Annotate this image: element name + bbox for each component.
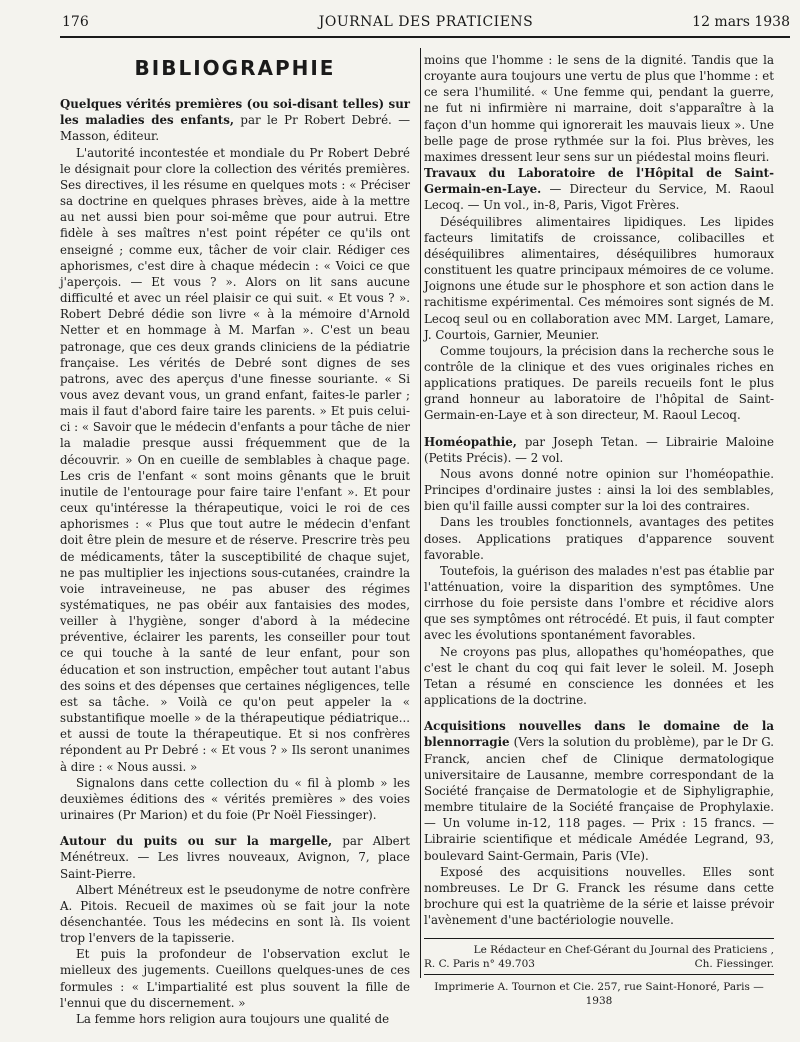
review-paragraph: Et puis la profondeur de l'observation exclut le mielleux des jugements. Cueillons quelques-unes de ces formules : « L'impartialité est plus souvent la fille de l'ennui que du discernement. » — [60, 947, 410, 1010]
review-title: Autour du puits ou sur la margelle, — [60, 834, 333, 849]
review-paragraph: Exposé des acquisitions nouvelles. Elles sont nombreuses. Le Dr G. Franck les résume dans cette brochure qui est la quatrième de la série et laisse prévoir l'avènement d'une bactériologie nouvelle. — [424, 864, 774, 928]
page-number: 176 — [62, 14, 89, 30]
issue-date: 12 mars 1938 — [692, 14, 790, 30]
review-paragraph: Nous avons donné notre opinion sur l'homéopathie. Principes d'ordinaire justes : ainsi la loi des semblables, bien qu'il faille aussi compter sur la loi des contraires. — [424, 466, 774, 514]
review-meta: — Directeur du Service, M. Raoul Lecoq. — Un vol., in-8, Paris, Vigot Frères. — [424, 182, 774, 213]
header-rule — [60, 36, 790, 38]
running-header — [62, 12, 790, 34]
review-title: Travaux du Laboratoire de l'Hôpital de Saint-Germain-en-Laye. — [424, 166, 774, 197]
printer-line: Imprimerie A. Tournon et Cie. 257, rue Saint-Honoré, Paris — 1938 — [434, 981, 764, 1008]
review-meta: par Joseph Tetan. — Librairie Maloine (Petits Précis). — 2 vol. — [424, 434, 774, 465]
review-meta: par le Pr Robert Debré. — Masson, éditeur. — [60, 113, 410, 144]
review-paragraph: Dans les troubles fonctionnels, avantages des petites doses. Applications pratiques d'apparence souvent favorable. — [424, 515, 774, 562]
review-paragraph: La femme hors religion aura toujours une qualité de — [76, 1011, 390, 1026]
review-entry-franck — [424, 718, 774, 928]
review-title: Acquisitions nouvelles dans le domaine de la blennorragie — [424, 719, 774, 750]
review-entry-lecoq — [424, 165, 774, 424]
journal-title: JOURNAL DES PRATICIENS — [318, 14, 534, 30]
review-entry-menetreux — [60, 833, 410, 1027]
column-divider — [420, 48, 421, 978]
right-column — [424, 52, 774, 1008]
review-paragraph: Toutefois, la guérison des malades n'est pas établie par l'atténuation, voire la disparition des symptômes. Une cirrhose du foie persiste dans l'ombre et récidive alors que ses symptômes ont rétrocédé. Et puis, il faut compter avec les évolutions spontanément favorables. — [424, 563, 774, 643]
left-column — [60, 56, 411, 1027]
editor-line: Le Rédacteur en Chef-Gérant du Journal des Praticiens , — [473, 944, 774, 957]
review-meta: (Vers la solution du problème), par le Dr G. Franck, ancien chef de Clinique dermatologique universitaire de Lausanne, membre correspondant de la Société française de Dermatologie et de Siphyligraphie, membre titulaire de la Société française de Prophylaxie. — Un volume in-12, 118 pages. — Prix : 15 francs. — Librairie scientifique et médicale Amédée Legrand, 93, boulevard Saint-Germain, Paris (VIe). — [424, 735, 775, 863]
continued-text: moins que l'homme : le sens de la dignité. Tandis que la croyante aura toujours une vertu de plus que l'homme : et ce sera l'humilité. « Une femme qui, pendant la guerre, ne fut ni infirmière ni marraine, doit s'apparaître à la façon d'un homme qui ignorerait les mauvais lieux ». Une belle page de prose rythmée sur la foi. Plus brèves, les maximes dressent leur sens sur un piédestal moins fleuri. — [424, 53, 774, 164]
review-paragraph: Ne croyons pas plus, allopathes qu'homéopathes, que c'est le chant du coq qui fait lever le soleil. M. Joseph Tetan a résumé en conscience les données et les applications de la doctrine. — [424, 644, 774, 708]
review-paragraph: Signalons dans cette collection du « fil à plomb » les deuxièmes éditions des « vérités premières » des voies urinaires (Pr Marion) et du foie (Pr Noël Fiessinger). — [60, 775, 410, 823]
review-title: Homéopathie, — [424, 434, 517, 449]
review-paragraph: Albert Ménétreux est le pseudonyme de notre confrère A. Pitois. Recueil de maximes où se fait jour la note désenchantée. Tous les médecins en sont là. Ils voient trop l'envers de la tapisserie. — [60, 882, 410, 946]
review-meta: par Albert Ménétreux. — Les livres nouveaux, Avignon, 7, place Saint-Pierre. — [60, 834, 410, 881]
imprint-footer — [424, 938, 774, 1008]
review-entry-debre — [60, 96, 410, 823]
review-title: Quelques vérités premières (ou soi-disant telles) sur les maladies des enfants, — [60, 97, 410, 128]
review-entry-homeopathie — [424, 434, 774, 709]
review-paragraph: Comme toujours, la précision dans la recherche sous le contrôle de la clinique et des vues originales riches en applications pratiques. De pareils recueils font le plus grand honneur au laboratoire de l'hôpital de Saint-Germain-en-Laye et à son directeur, M. Raoul Lecoq. — [424, 343, 774, 423]
review-paragraph: L'autorité incontestée et mondiale du Pr Robert Debré le désignait pour clore la collection des vérités premières. Ses directives, il les résume en quelques mots : « Préciser sa doctrine en quelques phrases brèves, aide à la mettre au net aussi bien pour soi-même que pour autrui. Etre fidèle à ses maîtres n'est point répéter ce qu'ils ont enseigné ; comme eux, tâcher de voir clair. Rédiger ces aphorismes, c'est dire à chaque médecin : « Voici ce que j'aperçois. — Et vous ? ». Alors on lit sans aucune difficulté et avec un réel plaisir ce qui suit. « Et vous ? ». Robert Debré dédie son livre « à la mémoire d'Arnold Netter et en hommage à M. Marfan ». C'est un beau patronage, que ces deux grands cliniciens de la pédiatrie française. Les vérités de Debré sont dignes de ses patrons, avec des aperçus d'une finesse souriante. « Si vous avez devant vous, un grand enfant, faites-le parler ; mais il faut d'abord faire taire les parents. » Et puis celui-ci : « Savoir que le médecin d'enfants a pour tâche de nier la maladie presque aussi fréquemment que de la découvrir. » On en cueille de semblables à chaque page. Les cris de l'enfant « sont moins gênants que le bruit inutile de l'entourage pour faire taire l'enfant ». Et pour ceux qu'intéresse la thérapeutique, voici le roi de ces aphorismes : « Plus que tout autre le médecin d'enfant doit être plein de mesure et de réserve. Prescrire très peu de médicaments, tâter la susceptibilité de chaque sujet, ne pas multiplier les injections sous-cutanées, craindre la voie intraveineuse, ne pas abuser des régimes systématiques, ne pas obéir aux fantaisies des modes, veiller à l'hygiène, songer d'abord à la médecine préventive, éclairer les parents, les conseiller pour tout ce qui touche à la santé de leur enfant, pour son éducation et son instruction, empêcher tout autant l'abus des soins et des dépenses que certaines négligences, telle est sa tâche. » Voilà ce qu'on peut appeler la « substantifique moelle » de la thérapeutique pédiatrique... et aussi de toute la thérapeutique. Et si nos confrères répondent au Pr Debré : « Et vous ? » Ils seront unanimes à dire : « Nous aussi. » — [60, 145, 411, 774]
registration-line — [424, 957, 774, 975]
section-title: BIBLIOGRAPHIE — [134, 56, 336, 80]
review-paragraph: Déséquilibres alimentaires lipidiques. Les lipides facteurs limitatifs de croissance, colibacilles et déséquilibres alimentaires, déséquilibres humoraux constituent les quatre principaux mémoires de ce volume. Joignons une étude sur le phosphore et son action dans le rachitisme expérimental. Ces mémoires sont signés de M. Lecoq seul ou en collaboration avec MM. Larget, Lamare, J. Courtois, Garnier, Meunier. — [424, 214, 774, 342]
editor-name: Ch. Fiessinger. — [694, 958, 774, 971]
registration-number: R. C. Paris n° 49.703 — [424, 958, 535, 971]
